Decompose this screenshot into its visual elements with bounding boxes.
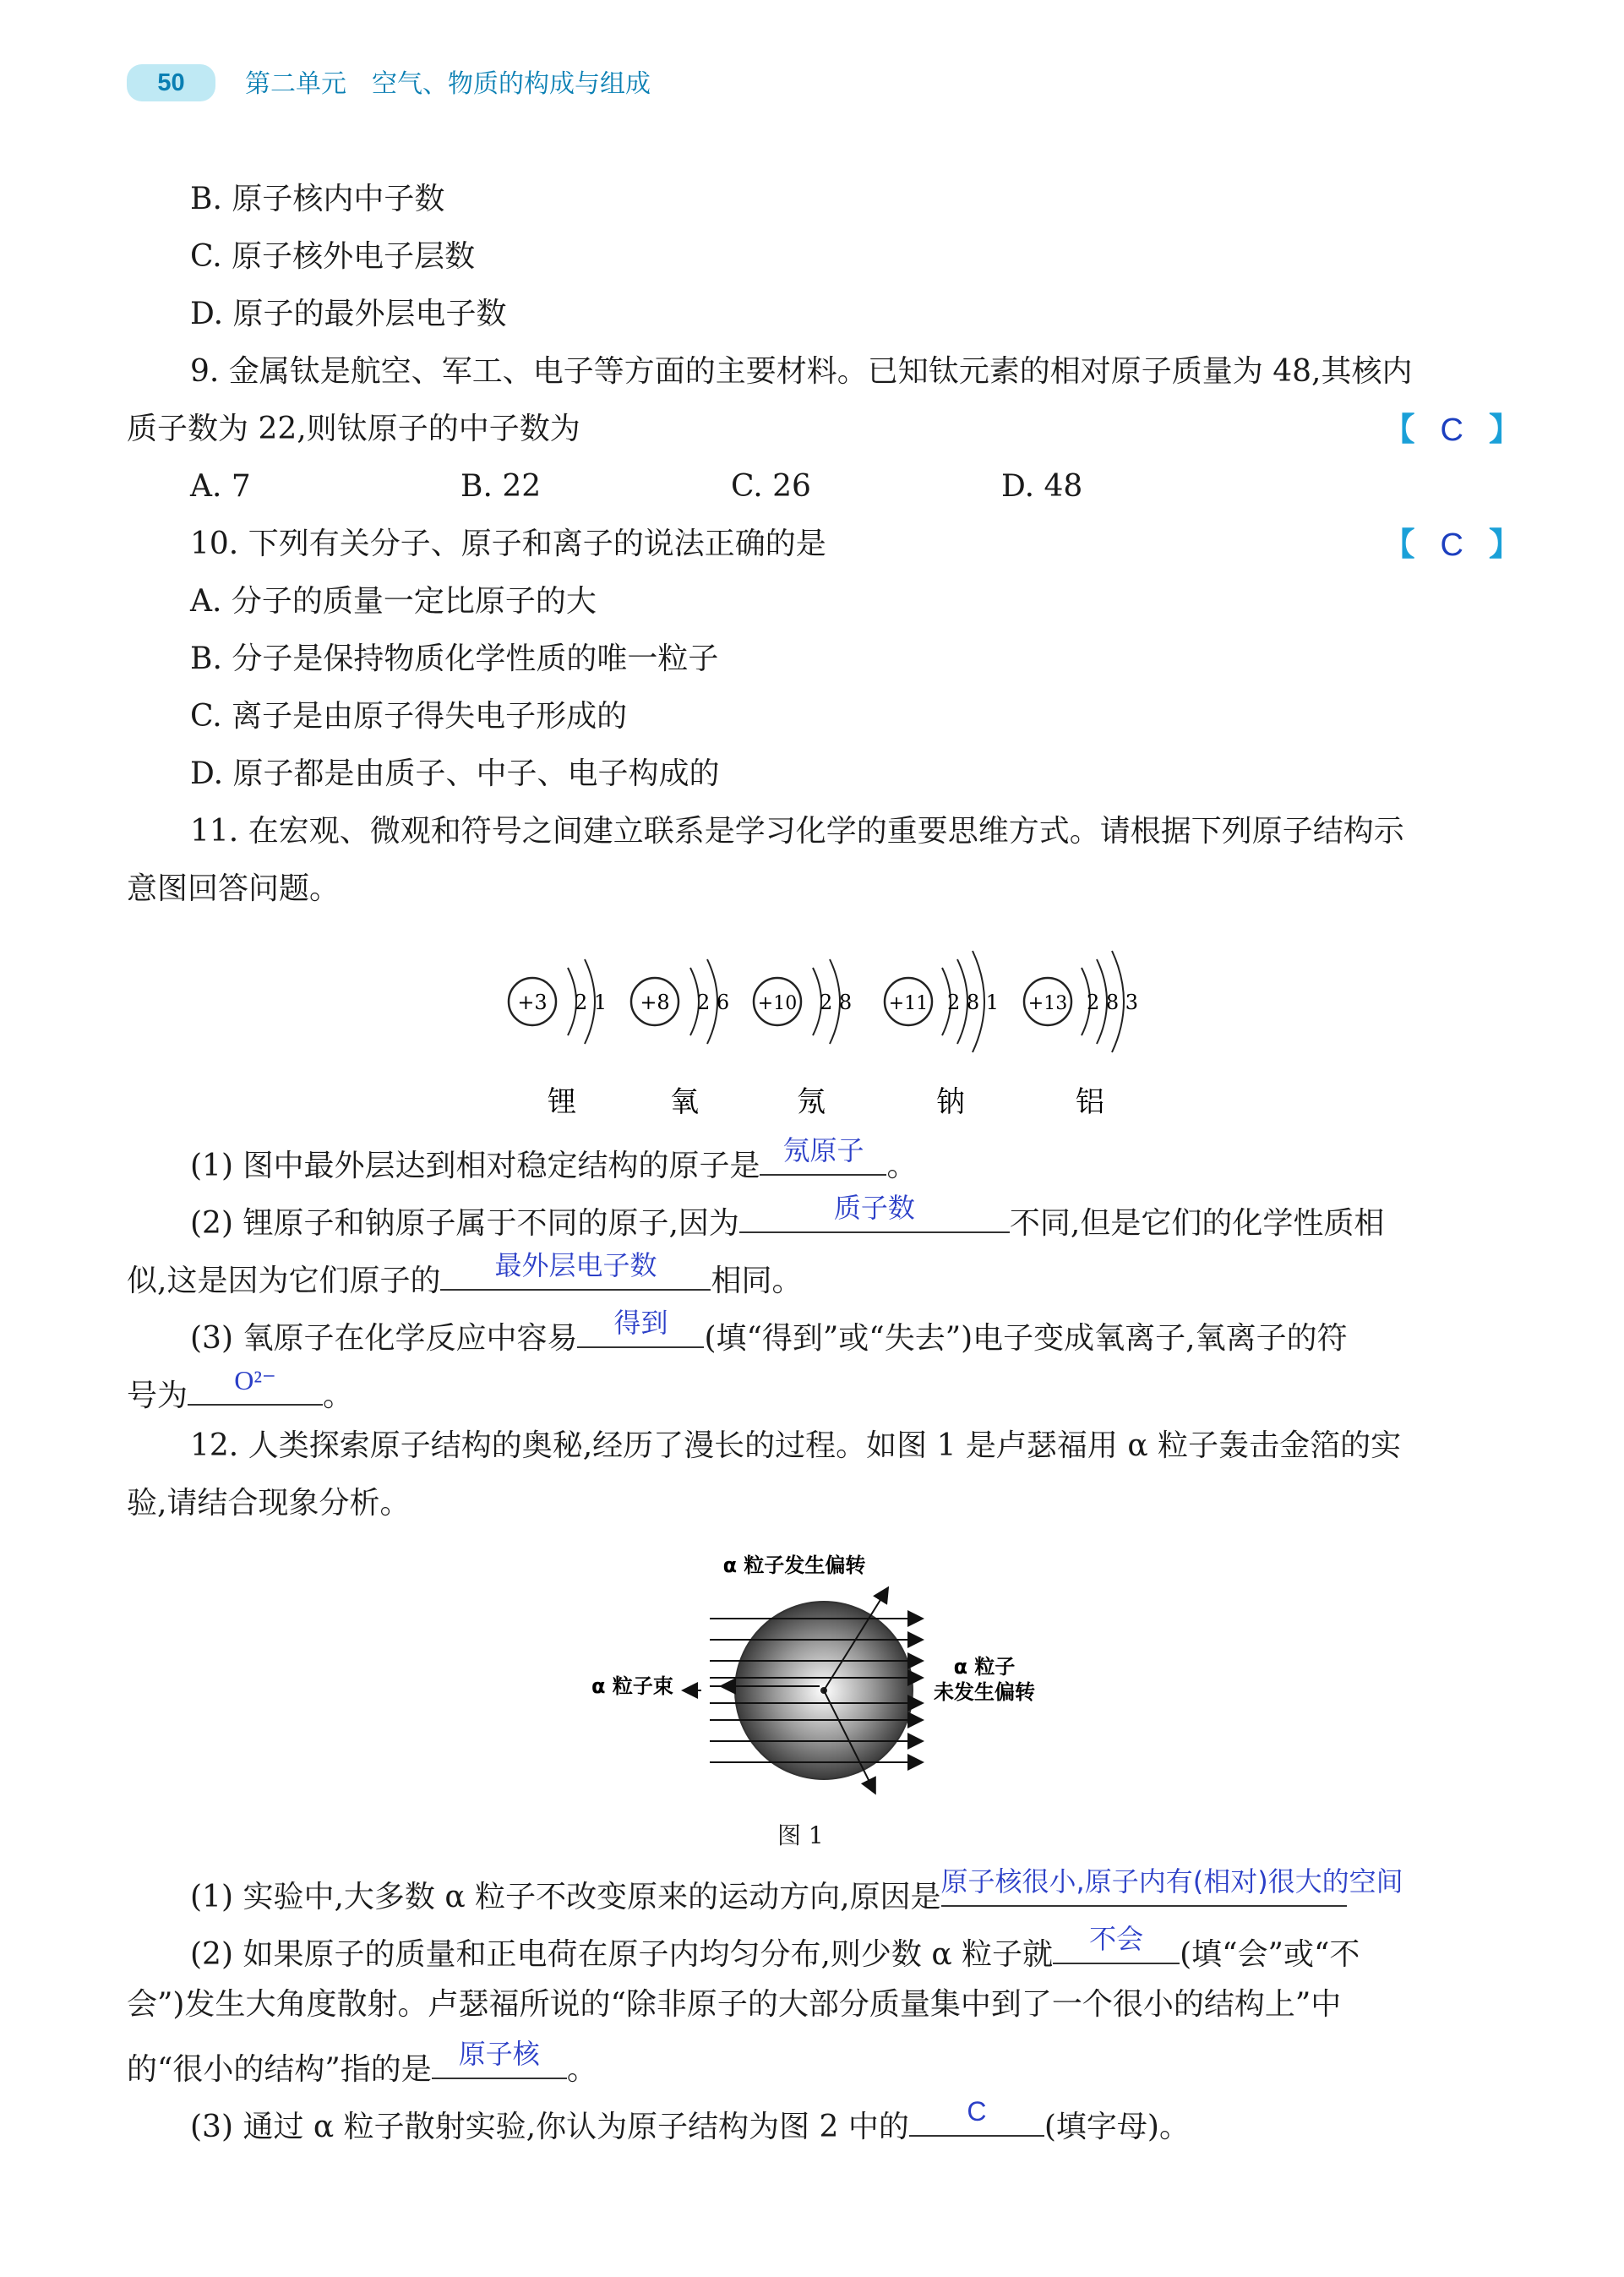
q12-part2-line2: 会”)发生大角度散射。卢瑟福所说的“除非原子的大部分质量集中到了一个很小的结构上”中 — [127, 1987, 1342, 2022]
q12-p2-end: 。 — [566, 2052, 597, 2087]
q12-p3-answer: C — [967, 2096, 987, 2127]
atom-name: 钠 — [936, 1085, 965, 1119]
atom-al — [1024, 951, 1138, 1119]
q11-part2-line1 — [190, 1194, 1584, 1246]
q11-p2-mid: 不同,但是它们的化学性质相 — [1009, 1206, 1385, 1241]
q12-part2-line3 — [127, 2040, 1521, 2092]
electron-shells: 2 8 1 — [947, 991, 1000, 1014]
q11-p1-blank[interactable] — [760, 1134, 886, 1176]
q11-p2-text: (2) 锂原子和钠原子属于不同的原子,因为 — [190, 1206, 739, 1241]
atom-name: 锂 — [548, 1085, 576, 1119]
q11-part3-line1 — [190, 1309, 1584, 1361]
q12-p2-line3-text: 的“很小的结构”指的是 — [127, 2052, 432, 2087]
atom-name: 铝 — [1076, 1085, 1104, 1119]
electron-shells: 2 6 — [697, 991, 730, 1014]
q11-p3-text: (3) 氧原子在化学反应中容易 — [190, 1321, 578, 1356]
q11-p2-answer1: 质子数 — [833, 1192, 915, 1224]
q12-p3-text: (3) 通过 α 粒子散射实验,你认为原子结构为图 2 中的 — [190, 2110, 909, 2144]
q12-part2-line1 — [190, 1925, 1584, 1977]
q12-p2-blank2[interactable] — [432, 2040, 567, 2079]
nucleus-charge: +10 — [757, 993, 798, 1014]
q10-option-c: C. 离子是由原子得失电子形成的 — [190, 699, 628, 734]
nucleus-charge: +3 — [517, 991, 548, 1014]
q11-p1-answer: 氖原子 — [782, 1134, 864, 1166]
q12-part1 — [190, 1865, 1584, 1919]
q11-p3-blank2[interactable] — [188, 1367, 323, 1406]
q11-stem-line2: 意图回答问题。 — [127, 871, 341, 906]
q9-option-d: D. 48 — [1001, 469, 1083, 504]
q12-p3-blank[interactable] — [909, 2098, 1044, 2137]
q11-p3-answer2: O²⁻ — [234, 1365, 276, 1395]
q11-part1 — [190, 1134, 1584, 1188]
unit-name: 空气、物质的构成与组成 — [372, 69, 651, 99]
q12-stem-line2: 验,请结合现象分析。 — [127, 1486, 411, 1521]
q12-part3 — [190, 2098, 1584, 2149]
q12-p2-answer1: 不会 — [1089, 1923, 1144, 1955]
figure-caption: 图 1 — [777, 1821, 824, 1849]
q10-answer-bracket: 【 C 】 — [1382, 526, 1521, 563]
electron-shells: 2 8 3 — [1087, 991, 1139, 1014]
q10-stem — [190, 522, 1521, 566]
q12-p1-blank[interactable] — [940, 1865, 1403, 1907]
atom-name: 氧 — [670, 1085, 699, 1119]
q11-stem-line1: 11. 在宏观、微观和符号之间建立联系是学习化学的重要思维方式。请根据下列原子结构示 — [190, 814, 1404, 849]
q9-option-b: B. 22 — [460, 469, 542, 504]
q11-p3-line2-text: 号为 — [127, 1379, 188, 1413]
atom-name: 氖 — [797, 1085, 826, 1119]
q8-option-d: D. 原子的最外层电子数 — [190, 297, 507, 331]
q9-answer: C — [1440, 412, 1463, 448]
q9-answer-bracket: 【 C 】 — [1382, 411, 1521, 448]
q9-option-c: C. 26 — [731, 469, 811, 504]
q11-p3-blank1[interactable] — [577, 1309, 704, 1348]
unit-label: 第二单元 — [245, 69, 346, 99]
atom-o — [631, 959, 729, 1119]
page-number-badge: 50 — [127, 64, 215, 101]
electron-shells: 2 8 — [820, 991, 853, 1014]
fig-label-undeflected-1: α 粒子 — [953, 1655, 1016, 1679]
q9-stem-line2 — [127, 407, 1521, 451]
q11-p2-end: 相同。 — [711, 1264, 803, 1298]
q11-p2-answer2: 最外层电子数 — [494, 1249, 657, 1281]
q8-option-b: B. 原子核内中子数 — [190, 182, 445, 216]
q11-p2-blank1[interactable] — [739, 1194, 1010, 1233]
q10-answer: C — [1440, 527, 1463, 563]
q9-stem-line1: 9. 金属钛是航空、军工、电子等方面的主要材料。已知钛元素的相对原子质量为 48,其核内 — [190, 354, 1413, 389]
q9-options — [190, 465, 1584, 509]
fig-label-beam: α 粒子束 — [591, 1674, 673, 1698]
q12-p2-answer2: 原子核 — [458, 2038, 540, 2070]
atom-na — [885, 951, 999, 1119]
q11-part2-line2 — [127, 1249, 1521, 1303]
q12-p2-text: (2) 如果原子的质量和正电荷在原子内均匀分布,则少数 α 粒子就 — [190, 1937, 1054, 1972]
q10-option-d: D. 原子都是由质子、中子、电子构成的 — [190, 756, 720, 791]
unit-title — [245, 68, 676, 101]
q9-stem-text: 质子数为 22,则钛原子的中子数为 — [127, 412, 580, 446]
nucleus-charge: +11 — [888, 993, 929, 1014]
fig-label-undeflected-2: 未发生偏转 — [934, 1680, 1035, 1704]
atom-li — [509, 959, 607, 1119]
q10-stem-text: 10. 下列有关分子、原子和离子的说法正确的是 — [190, 527, 826, 561]
q11-p1-end: 。 — [886, 1149, 918, 1183]
q8-option-c: C. 原子核外电子层数 — [190, 239, 476, 274]
atom-ne — [754, 959, 852, 1119]
nucleus-charge: +8 — [640, 991, 670, 1014]
q11-p3-mid: (填“得到”或“失去”)电子变成氧离子,氧离子的符 — [704, 1321, 1348, 1356]
q12-stem-line1: 12. 人类探索原子结构的奥秘,经历了漫长的过程。如图 1 是卢瑟福用 α 粒子轰击金箔的实 — [190, 1428, 1402, 1463]
fig-label-deflected: α 粒子发生偏转 — [722, 1553, 866, 1577]
q11-p1-text: (1) 图中最外层达到相对稳定结构的原子是 — [190, 1149, 760, 1183]
rutherford-figure — [575, 1538, 1082, 1876]
q10-option-a: A. 分子的质量一定比原子的大 — [190, 584, 597, 619]
q12-p1-text: (1) 实验中,大多数 α 粒子不改变原来的运动方向,原因是 — [190, 1880, 941, 1914]
q11-p2-blank2[interactable] — [440, 1249, 711, 1291]
atom-structure-diagrams — [499, 934, 1158, 1128]
q12-p1-answer: 原子核很小,原子内有(相对)很大的空间 — [940, 1865, 1403, 1898]
nucleus-charge: +13 — [1027, 993, 1068, 1014]
q12-p2-mid: (填“会”或“不 — [1180, 1937, 1360, 1972]
page-header — [127, 61, 1563, 105]
q12-p2-blank1[interactable] — [1053, 1925, 1180, 1964]
q12-p3-end: (填字母)。 — [1044, 2110, 1190, 2144]
q10-option-b: B. 分子是保持物质化学性质的唯一粒子 — [190, 642, 719, 676]
q11-p2-line2-text: 似,这是因为它们原子的 — [127, 1264, 441, 1298]
electron-shells: 2 1 — [575, 991, 608, 1014]
q11-p3-answer1: 得到 — [613, 1307, 668, 1339]
q9-option-a: A. 7 — [190, 469, 251, 504]
q11-part3-line2 — [127, 1367, 1521, 1418]
q11-p3-end: 。 — [323, 1379, 354, 1413]
